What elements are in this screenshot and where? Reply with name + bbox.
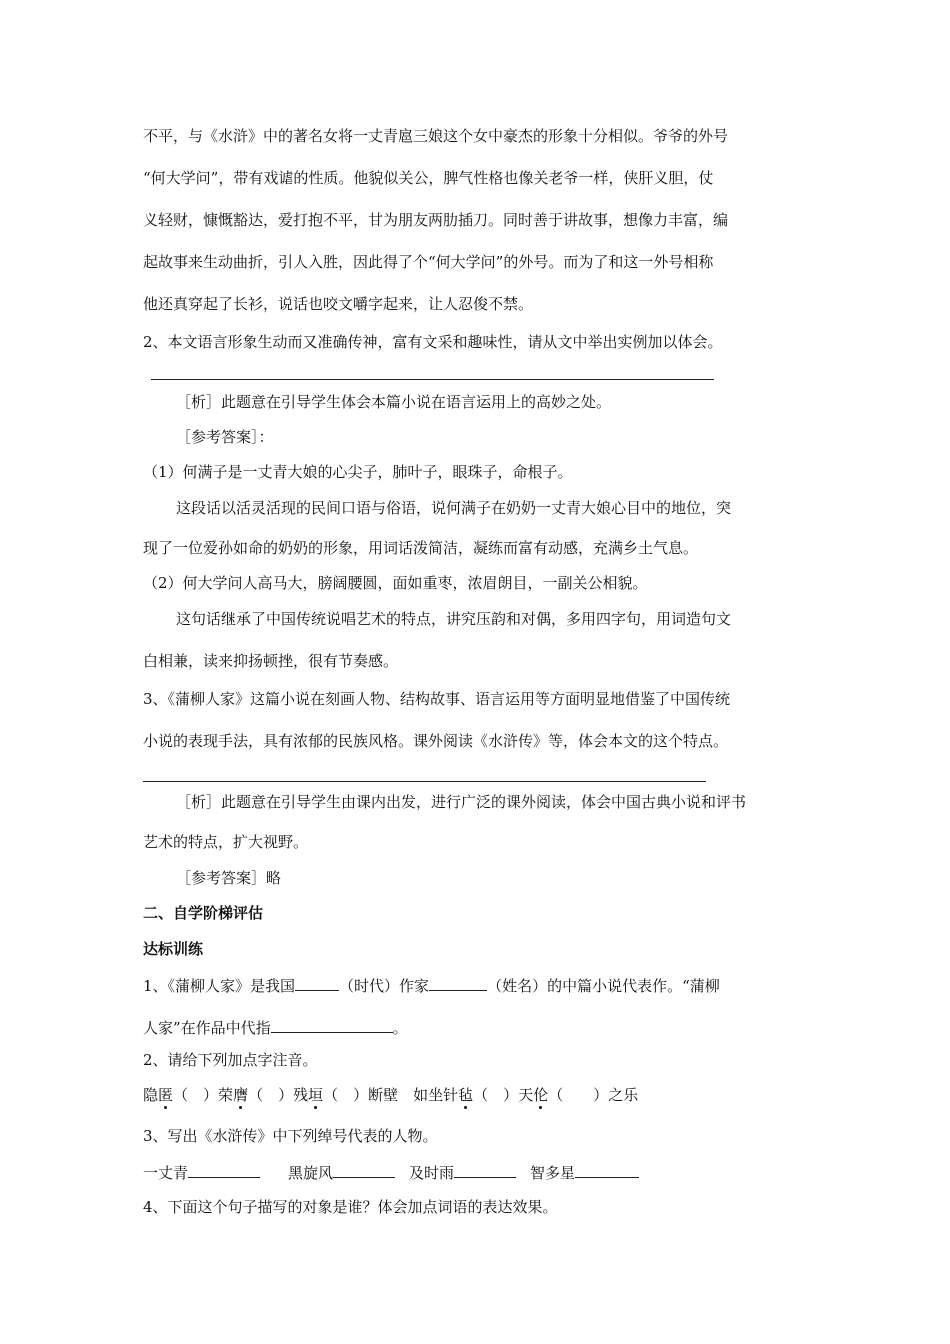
nickname-blank[interactable] <box>188 1161 260 1178</box>
exercise-1-line-2 <box>143 1016 408 1038</box>
author-blank[interactable] <box>429 974 487 991</box>
exercise-1-part-1: 1、《蒲柳人家》是我国 <box>143 977 296 995</box>
analysis-line-4: 起故事来生动曲折，引人入胜，因此得了个“何大学问”的外号。而为了和这一外号相称 <box>143 253 714 271</box>
q3-question-1: 3、《蒲柳人家》这篇小说在刻画人物、结构故事、语言运用等方面明显地借鉴了中国传统 <box>143 690 731 708</box>
q3-question-2: 小说的表现手法，具有浓郁的民族风格。课外阅读《水浒传》等，体会本文的这个特点。 <box>143 732 729 750</box>
exercise-1-part-5: 。 <box>392 1019 408 1037</box>
nickname-blank[interactable] <box>575 1161 639 1178</box>
q3-answer: ［参考答案］略 <box>176 869 282 887</box>
q2-item-1-explain-1: 这段话以活灵活现的民间口语与俗语，说何满子在奶奶一丈青大娘心目中的地位，突 <box>176 499 732 517</box>
q3-analysis-2: 艺术的特点，扩大视野。 <box>143 833 309 851</box>
nickname-label: 智多星 <box>530 1164 576 1182</box>
q2-item-1-explain-2: 现了一位爱孙如命的奶奶的形象，用词话泼简洁，凝练而富有动感，充满乡土气息。 <box>143 539 699 557</box>
pinyin-row <box>143 1085 638 1105</box>
q2-answer-label: ［参考答案］： <box>176 428 274 446</box>
exercise-3: 3、写出《水浒传》中下列绰号代表的人物。 <box>143 1127 438 1145</box>
analysis-line-2: “何大学问”，带有戏谑的性质。他貌似关公，脾气性格也像关老爷一样，侠肝义胆，仗 <box>143 169 714 187</box>
q3-answer-line <box>143 781 706 782</box>
exercise-1-part-4: 人家”在作品中代指 <box>143 1019 271 1037</box>
nickname-blank[interactable] <box>454 1161 516 1178</box>
exercise-1-part-3: （姓名）的中篇小说代表作。“蒲柳 <box>487 977 720 995</box>
pinyin-item: 残垣（ ） <box>293 1086 369 1104</box>
q2-item-1: （1）何满子是一丈青大娘的心尖子，肺叶子，眼珠子，命根子。 <box>143 463 573 481</box>
exercise-1-part-2: （时代）作家 <box>339 977 430 995</box>
q2-item-2-explain-2: 白相兼，读来抑扬顿挫，很有节奏感。 <box>143 652 399 670</box>
analysis-line-3: 义轻财，慷慨豁达，爱打抱不平，甘为朋友两肋插刀。同时善于讲故事，想像力丰富，编 <box>143 211 729 229</box>
exercise-4: 4、下面这个句子描写的对象是谁？体会加点词语的表达效果。 <box>143 1198 558 1216</box>
exercise-1-line-1 <box>143 974 720 996</box>
q2-answer-line <box>151 379 714 380</box>
analysis-line-1: 不平，与《水浒》中的著名女将一丈青扈三娘这个女中豪杰的形象十分相似。爷爷的外号 <box>143 127 729 145</box>
q3-analysis-1: ［析］此题意在引导学生由课内出发，进行广泛的课外阅读，体会中国古典小说和评书 <box>176 793 747 811</box>
nickname-row <box>143 1161 639 1183</box>
nickname-blank[interactable] <box>333 1161 395 1178</box>
pinyin-item: 断壁 如坐针毡（ ） <box>368 1086 519 1104</box>
q2-analysis: ［析］此题意在引导学生体会本篇小说在语言运用上的高妙之处。 <box>176 393 612 411</box>
nickname-label: 一丈青 <box>143 1164 189 1182</box>
nickname-label: 黑旋风 <box>288 1164 334 1182</box>
pinyin-item: 隐匿（ ） <box>143 1086 219 1104</box>
exercise-2: 2、请给下列加点字注音。 <box>143 1051 318 1069</box>
q2-item-2-explain-1: 这句话继承了中国传统说唱艺术的特点，讲究压韵和对偶，多用四字句，用词造句文 <box>176 610 732 628</box>
section-subheading: 达标训练 <box>143 940 204 958</box>
q2-item-2: （2）何大学问人高马大，膀阔腰圆，面如重枣，浓眉朗目，一副关公相貌。 <box>143 574 648 592</box>
era-blank[interactable] <box>295 974 339 991</box>
analysis-line-5: 他还真穿起了长衫，说话也咬文嚼字起来，让人忍俊不禁。 <box>143 295 534 313</box>
pinyin-item: 天伦（ ）之乐 <box>518 1086 639 1104</box>
q2-question: 2、本文语言形象生动而又准确传神，富有文采和趣味性，请从文中举出实例加以体会。 <box>143 333 723 351</box>
meaning-blank[interactable] <box>271 1016 393 1033</box>
nickname-label: 及时雨 <box>409 1164 455 1182</box>
section-heading: 二、自学阶梯评估 <box>143 904 264 922</box>
pinyin-item: 荣膺（ ） <box>218 1086 294 1104</box>
